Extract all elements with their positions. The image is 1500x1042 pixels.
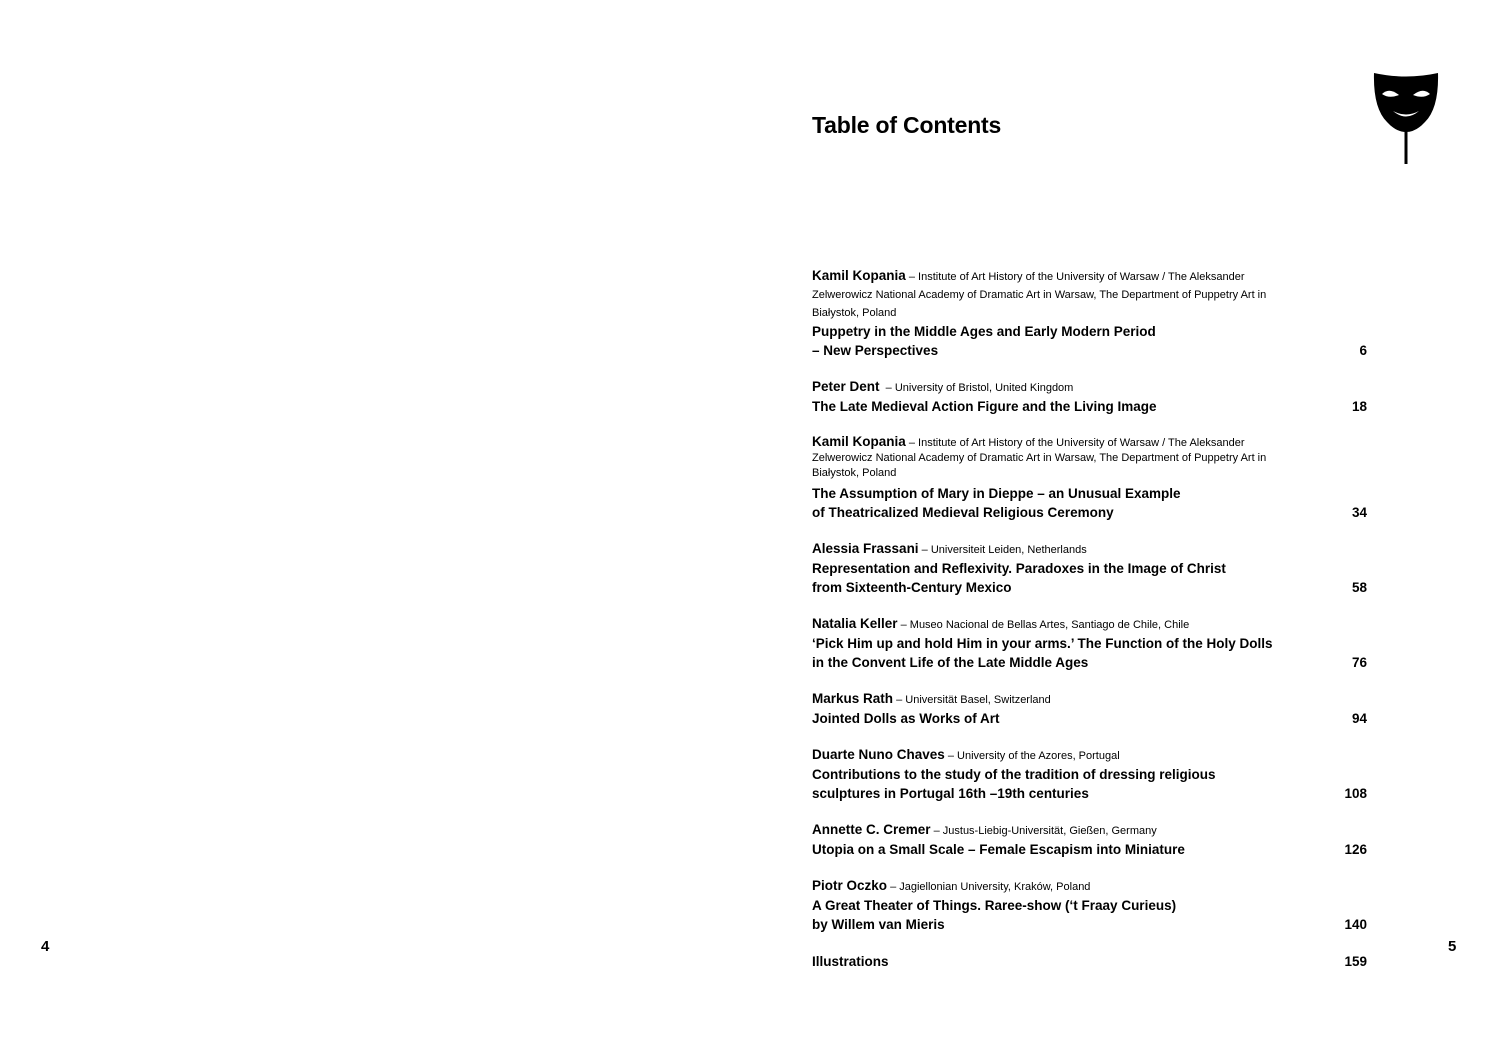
- author-affiliation: Justus-Liebig-Universität, Gießen, Germany: [942, 825, 1157, 837]
- page-ref: 34: [1351, 505, 1367, 520]
- author-name: Markus Rath: [812, 691, 894, 706]
- toc-entry-illustrations[interactable]: [812, 952, 1367, 971]
- toc-entry[interactable]: [812, 746, 1367, 803]
- author-line: Markus Rath – Universität Basel, Switzerland: [812, 691, 1051, 706]
- chapter-title: The Late Medieval Action Figure and the Living Image: [812, 399, 1157, 414]
- page-ref: 140: [1344, 917, 1367, 932]
- page-ref: 58: [1351, 580, 1367, 595]
- illustrations-label: Illustrations: [812, 954, 889, 969]
- chapter-title: Contributions to the study of the tradition of dressing religious sculptures in Portugal 16th –19th centuries: [812, 767, 1216, 801]
- author-line: Peter Dent – University of Bristol, United Kingdom: [812, 379, 1074, 394]
- author-affiliation: Museo Nacional de Bellas Artes, Santiago de Chile, Chile: [909, 619, 1190, 631]
- author-name: Alessia Frassani: [812, 541, 919, 556]
- author-affiliation: University of Bristol, United Kingdom: [894, 382, 1074, 394]
- right-page-number: 5: [1448, 938, 1457, 955]
- author-affiliation: University of the Azores, Portugal: [957, 750, 1120, 762]
- author-line: Kamil Kopania – Institute of Art History of the University of Warsaw / The Aleksander Zelwerowicz National Academy of Dramatic Art in Warsaw, The Department of Puppetry Art in Białystok, Poland: [812, 434, 1267, 479]
- theater-mask-icon: [1372, 70, 1440, 166]
- author-name: Natalia Keller: [812, 616, 898, 631]
- chapter-title: ‘Pick Him up and hold Him in your arms.’ The Function of the Holy Dolls in the Convent Life of the Late Middle Ages: [812, 636, 1273, 670]
- toc-list: [812, 268, 1367, 989]
- author-name: Duarte Nuno Chaves: [812, 747, 945, 762]
- author-line: Duarte Nuno Chaves – University of the Azores, Portugal: [812, 747, 1120, 762]
- author-affiliation: Universiteit Leiden, Netherlands: [930, 544, 1087, 556]
- author-affiliation: Institute of Art History of the University of Warsaw / The Aleksander Zelwerowicz National Academy of Dramatic Art in Warsaw, The Department of Puppetry Art in Białystok, Poland: [812, 437, 1267, 479]
- author-line: Natalia Keller – Museo Nacional de Bellas Artes, Santiago de Chile, Chile: [812, 616, 1190, 631]
- author-line: Alessia Frassani – Universiteit Leiden, Netherlands: [812, 541, 1087, 556]
- author-name: Kamil Kopania: [812, 268, 906, 283]
- toc-entry[interactable]: [812, 877, 1367, 934]
- page-title: Table of Contents: [812, 112, 1002, 138]
- page-ref: 159: [1344, 954, 1367, 969]
- page-ref: 76: [1351, 655, 1367, 670]
- author-line: Piotr Oczko – Jagiellonian University, Kraków, Poland: [812, 878, 1091, 893]
- toc-entry[interactable]: [812, 690, 1367, 728]
- chapter-title: Utopia on a Small Scale – Female Escapism into Miniature: [812, 842, 1185, 857]
- author-line: Annette C. Cremer – Justus-Liebig-Universität, Gießen, Germany: [812, 822, 1157, 837]
- author-affiliation: Universität Basel, Switzerland: [905, 694, 1051, 706]
- author-name: Peter Dent: [812, 379, 880, 394]
- chapter-title: Representation and Reflexivity. Paradoxes in the Image of Christ from Sixteenth-Century Mexico: [812, 561, 1226, 595]
- author-line: Kamil Kopania – Institute of Art History of the University of Warsaw / The Aleksander Zelwerowicz National Academy of Dramatic Art in Warsaw, The Department of Puppetry Art in Białystok, Poland: [812, 268, 1267, 319]
- page-ref: 6: [1359, 343, 1367, 358]
- chapter-title: A Great Theater of Things. Raree-show (‘t Fraay Curieus) by Willem van Mieris: [812, 898, 1177, 932]
- author-name: Piotr Oczko: [812, 878, 888, 893]
- toc-entry[interactable]: [812, 821, 1367, 859]
- chapter-title: Puppetry in the Middle Ages and Early Modern Period – New Perspectives: [812, 324, 1156, 358]
- page-ref: 108: [1344, 786, 1367, 801]
- page-ref: 18: [1351, 399, 1367, 414]
- toc-entry[interactable]: [812, 268, 1367, 360]
- chapter-title: Jointed Dolls as Works of Art: [812, 711, 1000, 726]
- toc-entry[interactable]: [812, 378, 1367, 416]
- page-ref: 94: [1351, 711, 1367, 726]
- page-ref: 126: [1344, 842, 1367, 857]
- author-affiliation: Jagiellonian University, Kraków, Poland: [899, 881, 1091, 893]
- author-affiliation: Institute of Art History of the University of Warsaw / The Aleksander Zelwerowicz National Academy of Dramatic Art in Warsaw, The Department of Puppetry Art in Białystok, Poland: [812, 271, 1267, 319]
- toc-entry[interactable]: [812, 434, 1367, 522]
- chapter-title: The Assumption of Mary in Dieppe – an Unusual Example of Theatricalized Medieval Religious Ceremony: [812, 486, 1181, 520]
- author-name: Kamil Kopania: [812, 434, 906, 449]
- author-name: Annette C. Cremer: [812, 822, 931, 837]
- left-page-number: 4: [41, 938, 50, 955]
- toc-entry[interactable]: [812, 540, 1367, 597]
- toc-entry[interactable]: [812, 615, 1367, 672]
